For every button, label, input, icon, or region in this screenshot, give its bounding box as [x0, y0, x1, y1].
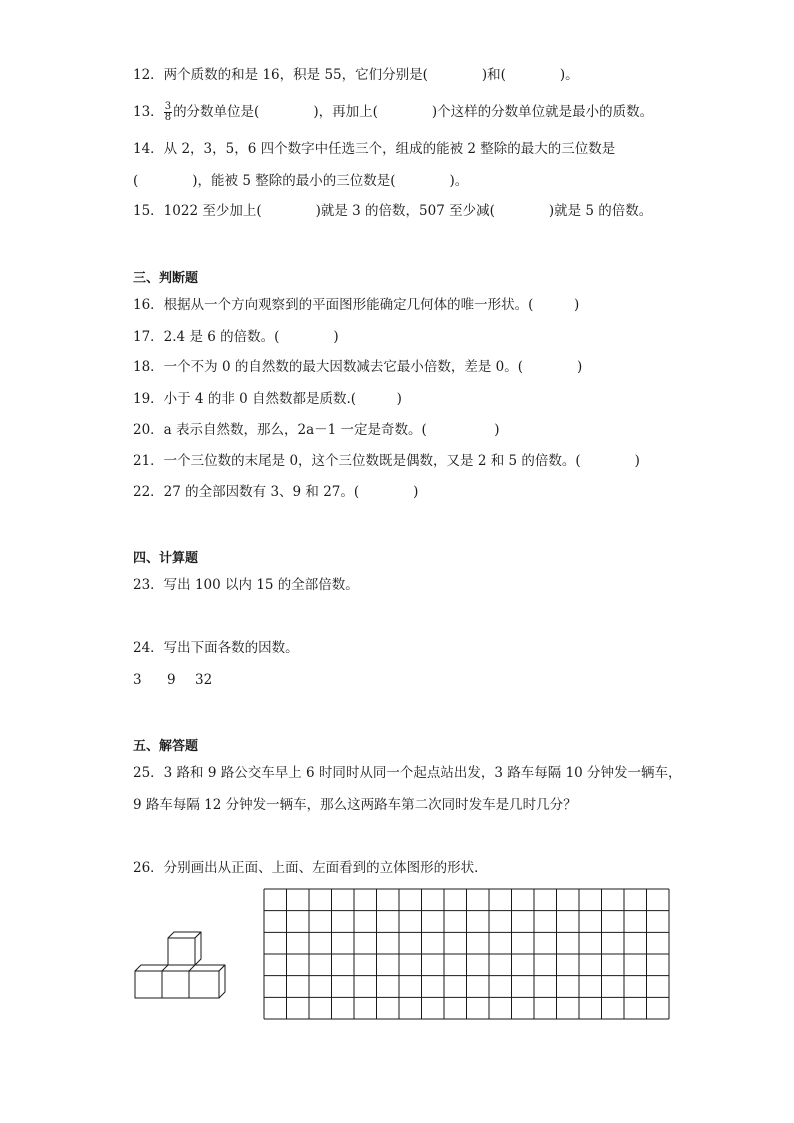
question-22: 22．27 的全部因数有 3、9 和 27。( ) — [133, 484, 419, 500]
drawing-grid — [263, 888, 671, 1021]
question-25-line-1: 25．3 路和 9 路公交车早上 6 时同时从同一个起点站出发，3 路车每隔 10 分钟发一辆车， — [133, 765, 682, 781]
question-13-number: 13． — [133, 104, 164, 120]
question-24-numbers — [133, 671, 212, 689]
question-23: 23．写出 100 以内 15 的全部倍数。 — [133, 577, 359, 593]
question-14-line-1: 14．从 2，3，5，6 四个数字中任选三个，组成的能被 2 整除的最大的三位数是 — [133, 141, 616, 157]
number-3: 3 — [133, 672, 142, 688]
question-24: 24．写出下面各数的因数。 — [133, 640, 299, 656]
question-17: 17．2.4 是 6 的倍数。( ) — [133, 329, 339, 345]
number-32: 32 — [195, 672, 213, 688]
section-5-title: 五、解答题 — [133, 739, 199, 754]
question-13-text: 的分数单位是( )，再加上( )个这样的分数单位就是最小的质数。 — [173, 104, 654, 120]
question-25-line-2: 9 路车每隔 12 分钟发一辆车，那么这两路车第二次同时发车是几时几分？ — [133, 797, 577, 813]
section-4-title: 四、计算题 — [133, 551, 199, 566]
fraction-three-eighths: $\frac{3}{8}$ — [164, 101, 172, 123]
number-9: 9 — [167, 672, 176, 688]
cube-stack-figure — [133, 930, 233, 1002]
question-12: 12．两个质数的和是 16，积是 55，它们分别是( )和( )。 — [133, 67, 579, 83]
question-14-line-2: ( )，能被 5 整除的最小的三位数是( )。 — [133, 173, 469, 189]
question-19: 19．小于 4 的非 0 自然数都是质数.( ) — [133, 391, 402, 407]
question-16: 16．根据从一个方向观察到的平面图形能确定几何体的唯一形状。( ) — [133, 297, 580, 313]
question-18: 18．一个不为 0 的自然数的最大因数减去它最小倍数，差是 0。( ) — [133, 359, 583, 375]
question-26: 26．分别画出从正面、上面、左面看到的立体图形的形状． — [133, 860, 488, 876]
cube-middle — [162, 971, 189, 998]
question-13 — [133, 102, 653, 123]
cube-right — [189, 965, 225, 998]
section-3-title: 三、判断题 — [133, 271, 199, 286]
question-15: 15．1022 至少加上( )就是 3 的倍数，507 至少减( )就是 5 的倍数。 — [133, 203, 653, 219]
question-21: 21．一个三位数的末尾是 0，这个三位数既是偶数，又是 2 和 5 的倍数。( ) — [133, 453, 640, 469]
question-20: 20．a 表示自然数，那么，2a－1 一定是奇数。( ) — [133, 422, 500, 438]
cube-top — [168, 932, 201, 965]
